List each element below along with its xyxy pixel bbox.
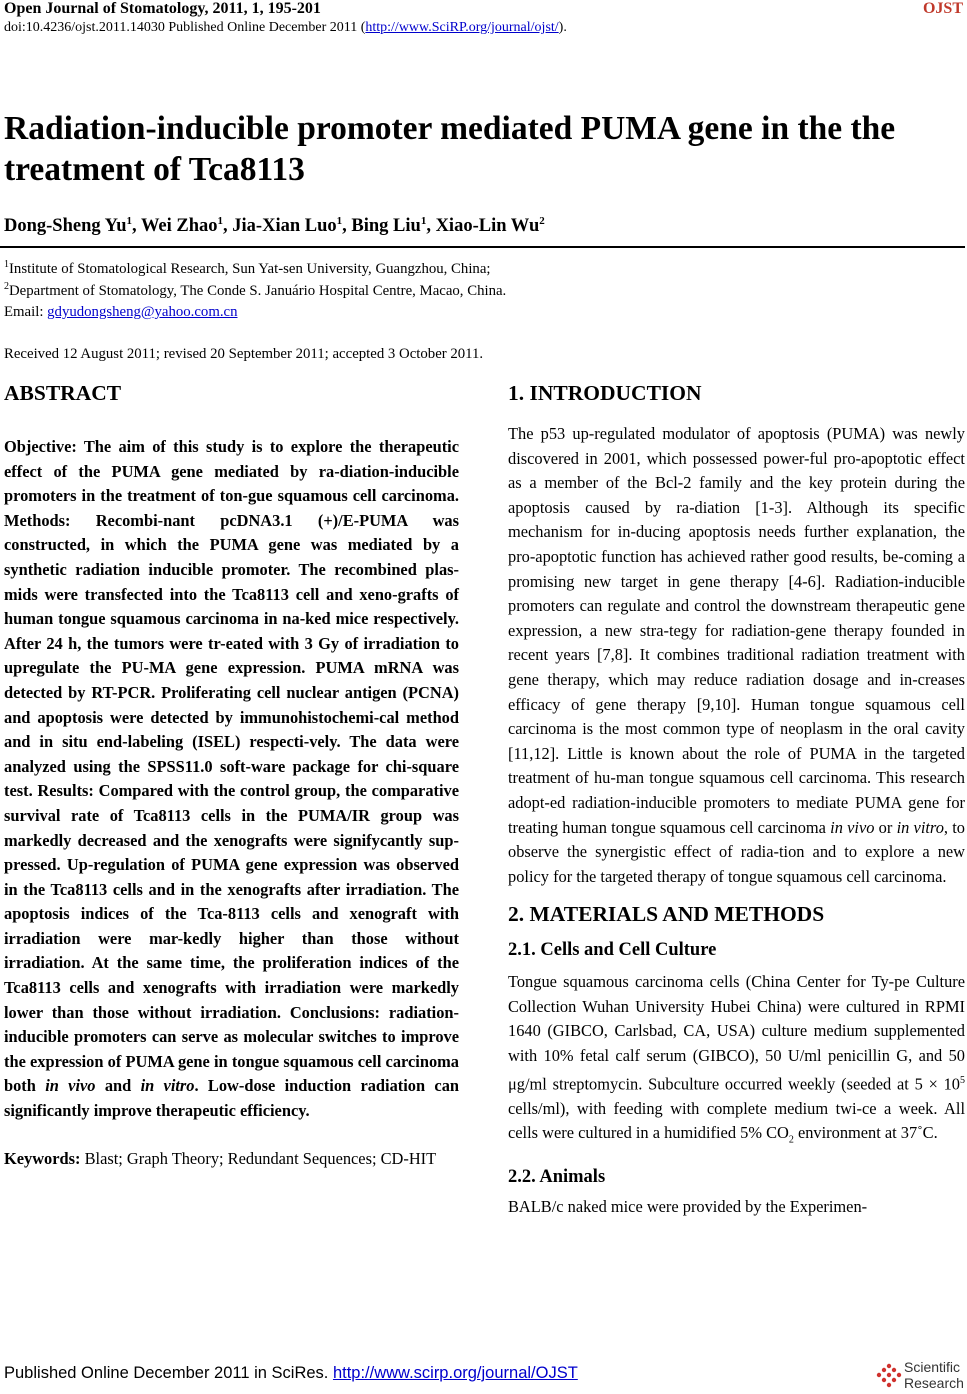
author: [232, 216, 351, 236]
author-affiliation-mark: 1: [336, 214, 343, 227]
keywords-text: Blast; Graph Theory; Redundant Sequences; CD-HIT: [80, 1148, 437, 1168]
affiliation-number: 1: [4, 259, 9, 271]
affiliation-2: [4, 282, 506, 301]
title-line-1: Radiation-inducible promoter mediated PUMA gene in the the: [4, 110, 896, 147]
right-column: [508, 380, 965, 1220]
journal-url-link[interactable]: http://www.SciRP.org/journal/ojst/: [365, 20, 559, 35]
affiliation-text: Department of Stomatology, The Conde S. Januário Hospital Centre, Macao, China.: [9, 283, 507, 299]
keywords-label: Keywords:: [4, 1148, 81, 1168]
email-link[interactable]: gdyudongsheng@yahoo.com.cn: [47, 304, 238, 320]
cells-culture-heading: 2.1. Cells and Cell Culture: [508, 940, 717, 961]
subscript: 2: [788, 1134, 794, 1146]
author-separator: ,: [342, 216, 352, 236]
email-label: Email:: [4, 304, 48, 320]
author-name: Wei Zhao: [140, 216, 218, 236]
doi-line: [4, 19, 567, 36]
paragraph-text: or: [874, 817, 897, 837]
email-line: [4, 303, 238, 322]
abstract-body: . Low-dose induction radiation can significantly improve therapeutic efficiency.: [4, 1076, 460, 1121]
affiliation-1: [4, 260, 491, 279]
left-column: [4, 380, 459, 1171]
animals-heading: 2.2. Animals: [508, 1167, 606, 1188]
paragraph-italic: in vitro: [896, 817, 944, 837]
paragraph-text: The p53 up-regulated modulator of apoptosis (PUMA) was newly discovered in 2001, which possessed power-ful pro-apoptotic effect as a member of the Bcl-2 family and the key protein during the apoptosis caused by ra-diation [1-3]. Although its specific mechanism for in-ducing apoptosis needs further explanation, the pro-apoptotic function has achieved rather good results, be-coming a promising new target in gene therapy [4-6]. Radiation-inducible promoters can regulate and control the downstream therapeutic gene expression, a new stra-tegy for radiation-gene therapy founded in recent years [7,8]. It combines traditional radiation treatment with gene therapy, which may reduce radiation dosage and in-creases efficacy of gene therapy [9,10]. Human tongue squamous cell carcinoma is the most common type of neoplasm in the oral cavity [11,12]. Little is known about the role of PUMA in the targeted treatment of hu-man tongue squamous cell carcinoma. This research adopt-ed radiation-inducible promoters to mediate PUMA gene for treating human tongue squamous cell carcinoma: [508, 424, 965, 837]
paragraph-text: environment at 37˚C.: [793, 1123, 938, 1143]
cells-culture-paragraph: [508, 970, 965, 1153]
paragraph-text: , to observe the synergistic effect of radia-tion and to explore a new policy for the targeted therapy of tongue squamous cell carcinoma.: [508, 817, 965, 886]
abstract-heading: ABSTRACT: [4, 381, 122, 405]
author: [351, 216, 435, 236]
author-affiliation-mark: 2: [539, 214, 545, 227]
exponent: 5: [960, 1074, 965, 1086]
logo-text-line: Scientific: [904, 1359, 961, 1375]
header-divider: [0, 246, 965, 248]
author-name: Dong-Sheng Yu: [4, 216, 127, 236]
author-name: Bing Liu: [351, 216, 421, 236]
introduction-paragraph: [508, 422, 965, 889]
affiliation-text: Institute of Stomatological Research, Sun Yat-sen University, Guangzhou, China;: [9, 261, 491, 277]
title-line-2: treatment of Tca8113: [4, 151, 305, 188]
received-dates: Received 12 August 2011; revised 20 September 2011; accepted 3 October 2011.: [4, 346, 484, 362]
logo-mark-icon: [875, 1362, 903, 1390]
author: [4, 216, 141, 236]
affiliation-number: 2: [4, 281, 9, 293]
author-list: [4, 215, 545, 237]
author-separator: ,: [223, 216, 233, 236]
keywords: [4, 1147, 459, 1172]
running-header: [4, 0, 963, 20]
paragraph-text: cells/ml), with feeding with complete medium twi-ce a week. All cells were cultured in a humidified 5% CO: [508, 1098, 965, 1143]
abstract-text: [4, 435, 459, 1124]
footer: [4, 1363, 578, 1383]
author-separator: ,: [426, 216, 436, 236]
methods-heading: 2. MATERIALS AND METHODS: [508, 902, 825, 927]
abstract-italic: in vivo: [45, 1076, 96, 1096]
author: [436, 216, 545, 236]
author-affiliation-mark: 1: [420, 214, 427, 227]
author-separator: ,: [132, 216, 141, 236]
author-name: Jia-Xian Luo: [232, 216, 337, 236]
doi-text: doi:10.4236/ojst.2011.14030 Published Online December 2011 (: [4, 20, 366, 35]
doi-end: ).: [558, 20, 567, 35]
author-affiliation-mark: 1: [126, 214, 133, 227]
paper-title: [4, 108, 964, 190]
abstract-italic: in vitro: [140, 1076, 195, 1096]
footer-journal-link[interactable]: http://www.scirp.org/journal/OJST: [332, 1364, 578, 1382]
author-affiliation-mark: 1: [217, 214, 224, 227]
abstract-body: Objective: The aim of this study is to explore the therapeutic effect of the PUMA gene mediated by ra-diation-inducible promoters in the treatment of ton-gue squamous cell carcinoma. Methods: Recombi-nant pcDNA3.1 (+)/E-PUMA was constructed, in which the PUMA gene was mediated by a synthetic radiation inducible promoter. The recombined plas-mids were transfected into the Tca8113 cell and xeno-grafts of human tongue squamous carcinoma in na-ked mice respectively. After 24 h, the tumors were tr-eated with 3 Gy of irradiation to upregulate the PU-MA gene expression. PUMA mRNA was detected by RT-PCR. Proliferating cell nuclear antigen (PCNA) and apoptosis were detected by immunohistochemi-cal method and in situ end-labeling (ISEL) respecti-vely. The data were analyzed using the SPSS11.0 soft-ware package for chi-square test. Results: Compared with the control group, the comparative survival rate of Tca8113 cells in the PUMA/IR group was markedly decreased and the xenografts were signifycantly sup-pressed. Up-regulation of PUMA gene expression was observed in the Tca8113 cells and in the xenografts after irradiation. The apoptosis indices of the Tca-8113 cells and xenograft with irradiation were mar-kedly higher than those without irradiation. At the same time, the proliferation indices of the Tca8113 cells and xenografts with irradiation were markedly lower than those without irradiation. Conclusions: radiation-inducible promoters can serve as molecular switches to improve the expression of PUMA gene in tongue squamous cell carcinoma both: [4, 437, 459, 1096]
abstract-body: and: [95, 1076, 141, 1096]
footer-text: Published Online December 2011 in SciRes.: [4, 1364, 333, 1382]
author: [141, 216, 232, 236]
introduction-heading: 1. INTRODUCTION: [508, 381, 702, 405]
journal-citation: Open Journal of Stomatology, 2011, 1, 195-201: [4, 0, 321, 17]
scientific-research-logo: [875, 1359, 967, 1394]
journal-abbreviation: OJST: [922, 0, 963, 17]
paragraph-text: Tongue squamous carcinoma cells (China Center for Ty-pe Culture Collection Wuhan University Hubei China) were cultured in RPMI 1640 (GIBCO, Carlsbad, CA, USA) culture medium supplemented with 10% fetal calf serum (GIBCO), 50 U/ml penicillin G, and 50 μg/ml streptomycin. Subculture occurred weekly (seeded at 5 × 10: [508, 972, 965, 1094]
logo-text: [904, 1359, 964, 1391]
logo-text-line: Research: [904, 1375, 964, 1391]
paragraph-italic: in vivo: [830, 817, 875, 837]
author-name: Xiao-Lin Wu: [435, 216, 540, 236]
animals-paragraph: BALB/c naked mice were provided by the Experimen-: [508, 1197, 868, 1217]
